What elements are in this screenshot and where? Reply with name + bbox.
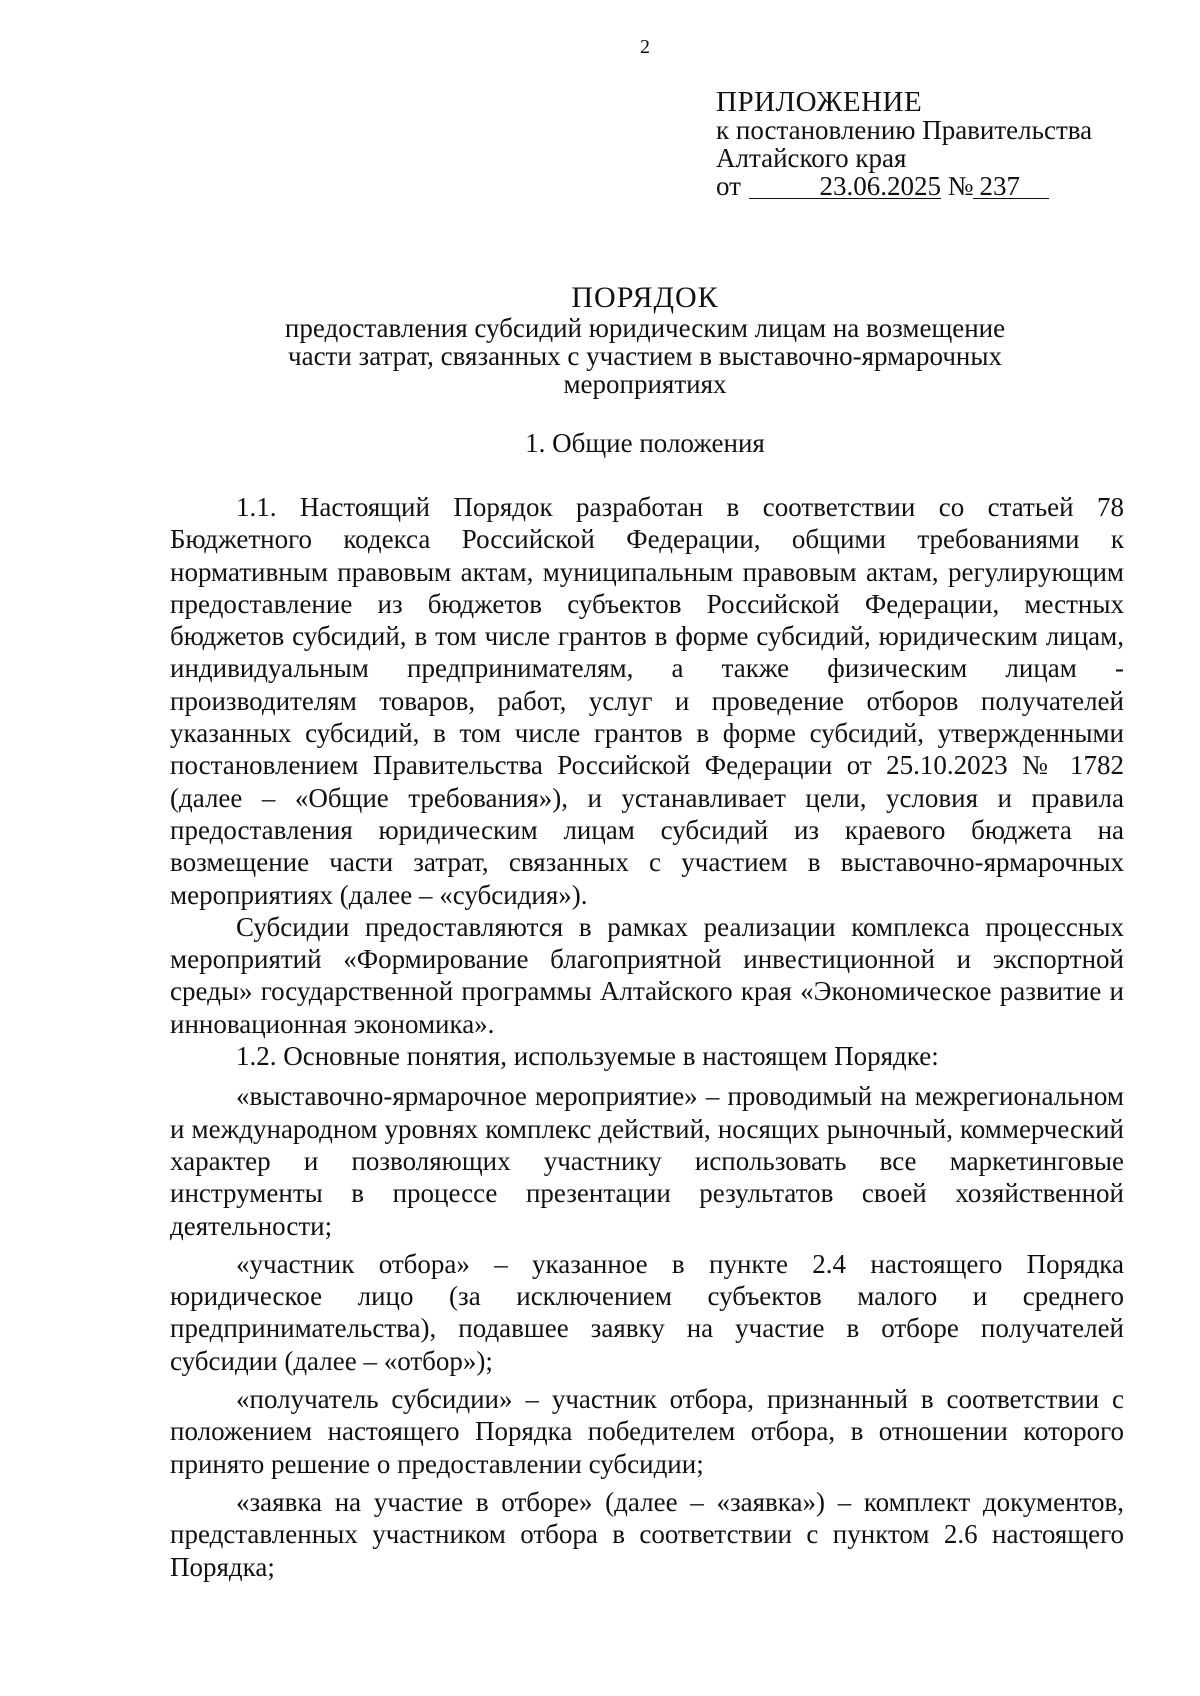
section-heading: 1. Общие положения bbox=[525, 428, 765, 458]
appendix-block bbox=[716, 88, 1136, 200]
date-prefix: от bbox=[716, 171, 741, 201]
appendix-date-line bbox=[716, 172, 1136, 200]
paragraph-1-2: 1.2. Основные понятия, используемые в настоящем Порядке: bbox=[236, 1041, 939, 1072]
paragraph-subsidies: Субсидии предоставляются в рамках реализации комплекса процессных мероприятий «Формирование благоприятной инвестиционной и экспортной среды» государственной программы Алтайского края «Экономическое развитие и инновационная экономика». bbox=[170, 911, 1124, 1039]
number-sign: № bbox=[947, 171, 974, 201]
document-subtitle-line-2: части затрат, связанных с участием в выставочно-ярмарочных bbox=[288, 341, 1002, 371]
document-body bbox=[170, 491, 1124, 1583]
appendix-number: 237 bbox=[973, 174, 1049, 199]
document-subtitle-line-3: мероприятиях bbox=[563, 369, 727, 399]
appendix-line-1: к постановлению Правительства bbox=[716, 115, 1093, 145]
definition-selection-participant: «участник отбора» – указанное в пункте 2.4 настоящего Порядка юридическое лицо (за исключением субъектов малого и среднего предпринимательства), подавшее заявку на участие в отборе получателей субсидии (далее – «отбор»); bbox=[170, 1248, 1124, 1376]
document-title: ПОРЯДОК bbox=[571, 281, 719, 314]
appendix-heading: ПРИЛОЖЕНИЕ bbox=[716, 86, 923, 118]
document-title-block bbox=[170, 281, 1120, 399]
definition-application: «заявка на участие в отборе» (далее – «заявка») – комплект документов, представленных участником отбора в соответствии с пунктом 2.6 настоящего Порядка; bbox=[170, 1486, 1124, 1582]
document-subtitle-line-1: предоставления субсидий юридическим лицам на возмещение bbox=[284, 313, 1006, 343]
paragraph-1-1: 1.1. Настоящий Порядок разработан в соответствии со статьей 78 Бюджетного кодекса Российской Федерации, общими требованиями к нормативным правовым актам, муниципальным правовым актам, регулирующим предоставление из бюджетов субъектов Российской Федерации, местных бюджетов субсидий, в том числе грантов в форме субсидий, юридическим лицам, индивидуальным предпринимателям, а также физическим лицам - производителям товаров, работ, услуг и проведение отборов получателей указанных субсидий, в том числе грантов в форме субсидий, утвержденными постановлением Правительства Российской Федерации от 25.10.2023 № 1782 (далее – «Общие требования»), и устанавливает цели, условия и правила предоставления юридическим лицам субсидий из краевого бюджета на возмещение части затрат, связанных с участием в выставочно-ярмарочных мероприятиях (далее – «субсидия»). bbox=[170, 492, 1124, 910]
page-number: 2 bbox=[640, 36, 650, 58]
appendix-date: 23.06.2025 bbox=[749, 174, 941, 199]
definition-subsidy-recipient: «получатель субсидии» – участник отбора, признанный в соответствии с положением настоящего Порядка победителем отбора, в отношении которого принято решение о предоставлении субсидии; bbox=[170, 1384, 1124, 1479]
definition-exhibition-event: «выставочно-ярмарочное мероприятие» – проводимый на межрегиональном и международном уровнях комплекс действий, носящих рыночный, коммерческий характер и позволяющих участнику использовать все маркетинговые инструменты в процессе презентации результатов своей хозяйственной деятельности; bbox=[170, 1081, 1124, 1241]
appendix-line-2: Алтайского края bbox=[716, 143, 907, 173]
